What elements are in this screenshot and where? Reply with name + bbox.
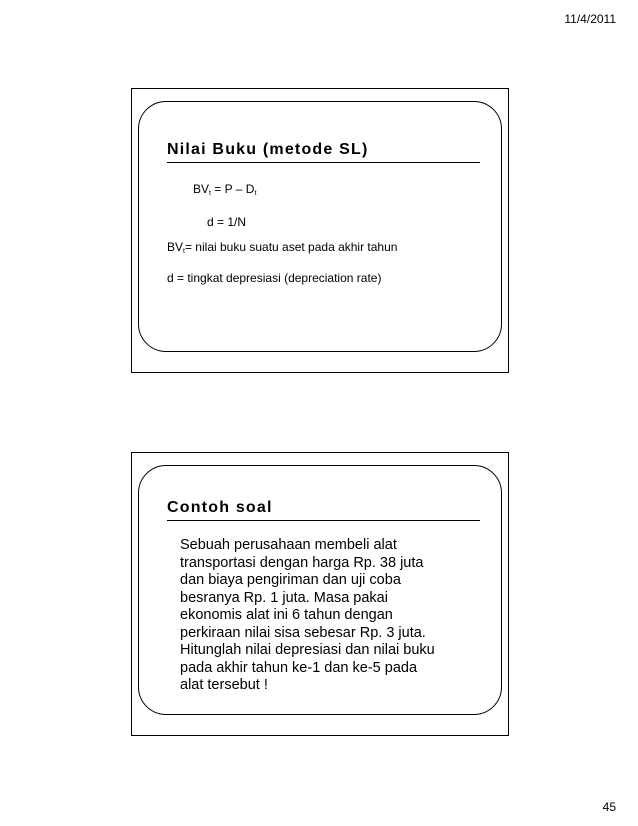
page-date: 11/4/2011: [564, 12, 616, 26]
definition-depreciation-rate: d = tingkat depresiasi (depreciation rate): [167, 271, 382, 285]
page-number: 45: [602, 800, 616, 814]
slide-contoh-soal: [131, 452, 509, 736]
title-underline: [167, 162, 480, 163]
formula-lhs-subscript: t: [209, 190, 211, 197]
problem-text: Sebuah perusahaan membeli alat transportasi dengan harga Rp. 38 juta dan biaya pengiriman dan uji coba besranya Rp. 1 juta. Masa pakai ekonomis alat ini 6 tahun dengan perkiraan nilai sisa sebesar Rp. 3 juta. Hitunglah nilai depresiasi dan nilai buku pada akhir tahun ke-1 dan ke-5 pada alat tersebut !: [180, 537, 435, 693]
formula-depreciation-rate: d = 1/N: [207, 215, 247, 229]
title-underline: [167, 520, 480, 521]
definition-term-subscript: t: [183, 248, 185, 255]
definition-book-value: [167, 240, 397, 255]
formula-book-value: [193, 182, 256, 197]
definition-term: BV: [167, 240, 184, 254]
slide-nilai-buku: [131, 88, 509, 373]
formula-rhs: = P – D: [210, 182, 255, 196]
slide-title: Nilai Buku (metode SL): [167, 141, 369, 158]
slide-title: Contoh soal: [167, 499, 273, 516]
formula-lhs: BV: [193, 182, 210, 196]
definition-text: = nilai buku suatu aset pada akhir tahun: [184, 240, 398, 254]
formula-rhs-subscript: t: [254, 190, 257, 197]
slide-border: [138, 101, 502, 352]
